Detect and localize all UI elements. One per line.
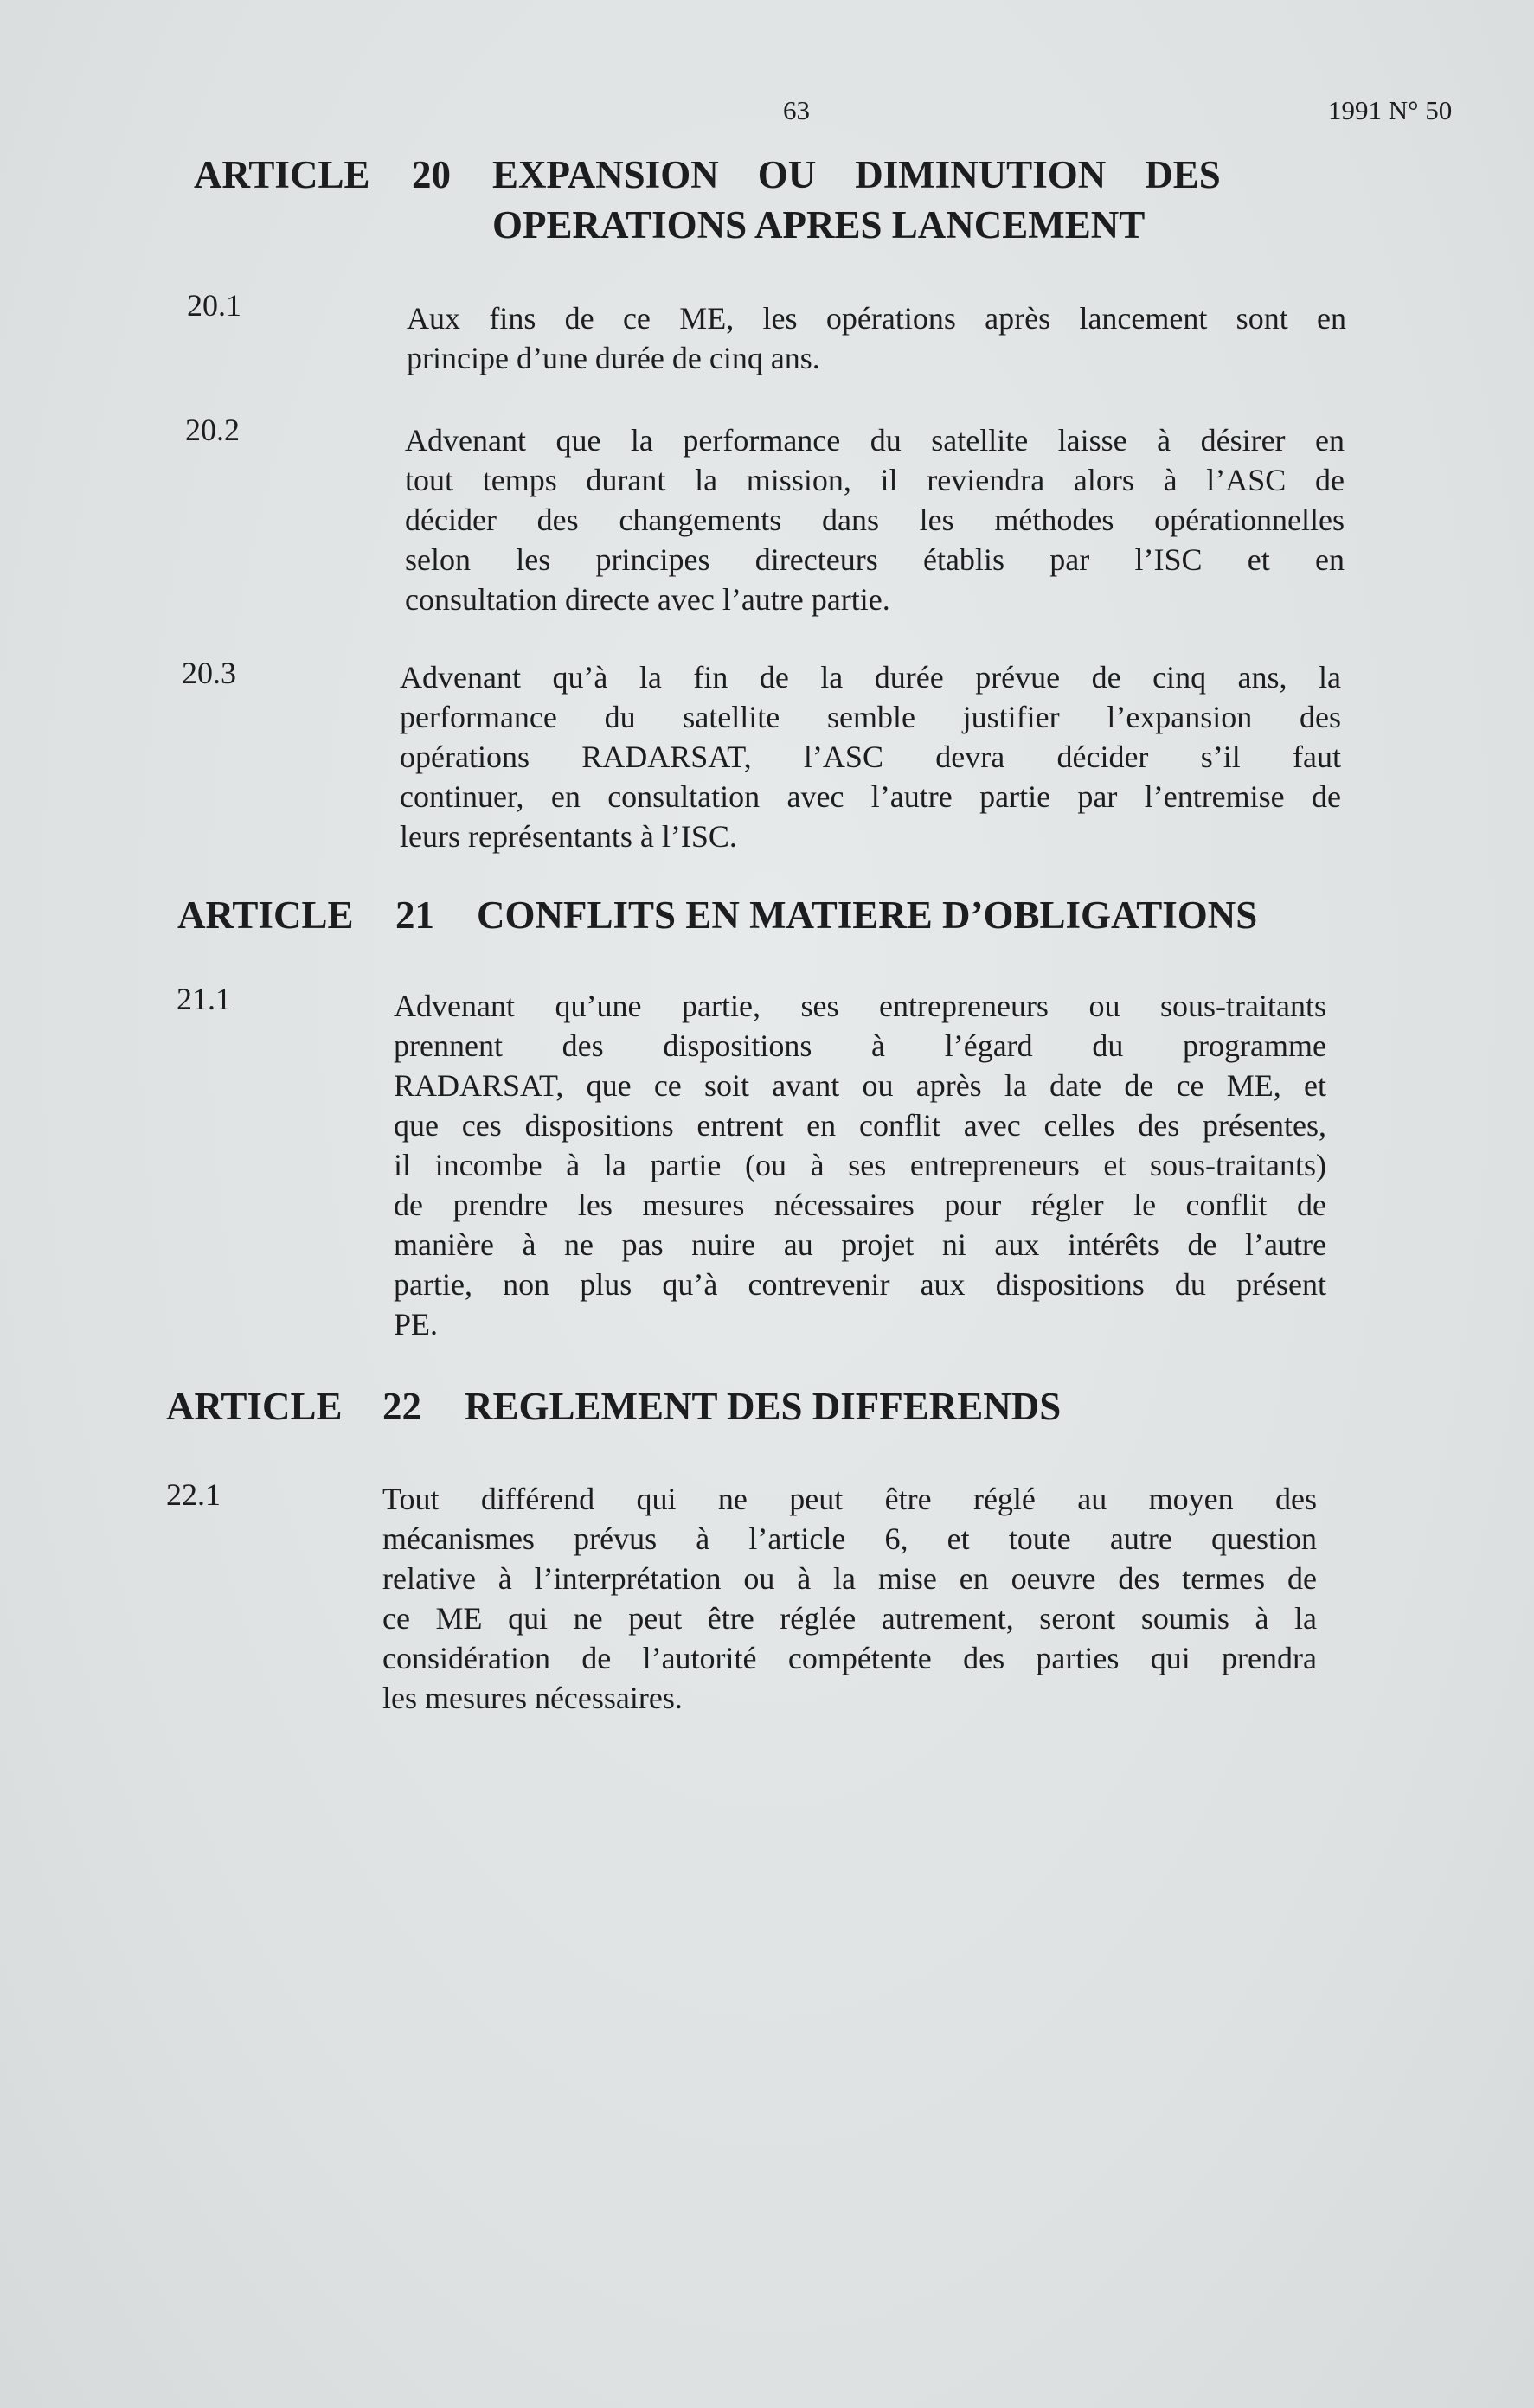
page-number: 63 xyxy=(783,95,810,125)
text-line: RADARSAT, que ce soit avant ou après la date de ce ME, et xyxy=(394,1068,1326,1103)
text-line: selon les principes directeurs établis par l’ISC et en xyxy=(405,542,1345,577)
article-label: ARTICLE xyxy=(194,153,370,196)
clause-number-21-1: 21.1 xyxy=(177,982,231,1016)
clause-text-22-1 xyxy=(382,1479,1317,1718)
article-label: ARTICLE xyxy=(166,1385,343,1428)
text-line: mécanismes prévus à l’article 6, et toute autre question xyxy=(382,1521,1317,1556)
article-title: EXPANSION OU DIMINUTION DES xyxy=(492,153,1221,196)
text-line: PE. xyxy=(394,1307,439,1342)
text-line: relative à l’interprétation ou à la mise en oeuvre des termes de xyxy=(382,1561,1317,1596)
text-line: ce ME qui ne peut être réglée autrement, seront soumis à la xyxy=(382,1601,1317,1636)
article-label: ARTICLE xyxy=(177,893,354,937)
article-number: 20 xyxy=(412,153,451,196)
clause-text-20-2 xyxy=(405,420,1345,619)
clause-text-20-3 xyxy=(400,657,1341,856)
article-22-heading xyxy=(166,1384,1343,1436)
text-line: Tout différend qui ne peut être réglé au moyen des xyxy=(382,1482,1317,1516)
text-line: il incombe à la partie (ou à ses entrepreneurs et sous-traitants) xyxy=(394,1148,1326,1182)
text-line: partie, non plus qu’à contrevenir aux dispositions du présent xyxy=(394,1267,1326,1302)
issue-number: 1991 N° 50 xyxy=(1328,95,1453,125)
text-line: opérations RADARSAT, l’ASC devra décider s’il faut xyxy=(400,740,1341,774)
text-line: Advenant que la performance du satellite laisse à désirer en xyxy=(405,423,1345,458)
text-line: décider des changements dans les méthodes opérationnelles xyxy=(405,503,1345,537)
text-line: manière à ne pas nuire au projet ni aux intérêts de l’autre xyxy=(394,1227,1326,1262)
clause-number-20-3: 20.3 xyxy=(182,656,236,690)
article-title-continued: OPERATIONS APRES LANCEMENT xyxy=(492,203,1146,247)
article-number: 22 xyxy=(382,1385,421,1428)
clause-number-20-2: 20.2 xyxy=(185,413,240,447)
article-20-heading xyxy=(194,152,1353,247)
text-line: considération de l’autorité compétente des parties qui prendra xyxy=(382,1641,1317,1675)
text-line: Advenant qu’une partie, ses entrepreneurs ou sous-traitants xyxy=(394,989,1326,1023)
clause-text-21-1 xyxy=(394,986,1326,1344)
article-title: REGLEMENT DES DIFFERENDS xyxy=(465,1385,1062,1428)
clause-number-22-1: 22.1 xyxy=(166,1477,221,1512)
text-line: leurs représentants à l’ISC. xyxy=(400,819,737,854)
text-line: performance du satellite semble justifier l’expansion des xyxy=(400,700,1341,734)
article-21-heading xyxy=(177,893,1354,945)
article-title: CONFLITS EN MATIERE D’OBLIGATIONS xyxy=(477,893,1258,937)
text-line: de prendre les mesures nécessaires pour régler le conflit de xyxy=(394,1188,1326,1222)
text-line: principe d’une durée de cinq ans. xyxy=(407,341,820,375)
text-line: continuer, en consultation avec l’autre partie par l’entremise de xyxy=(400,779,1341,814)
clause-text-20-1 xyxy=(407,298,1346,378)
text-line: Aux fins de ce ME, les opérations après lancement sont en xyxy=(407,301,1346,336)
text-line: prennent des dispositions à l’égard du programme xyxy=(394,1028,1326,1063)
text-line: Advenant qu’à la fin de la durée prévue de cinq ans, la xyxy=(400,660,1341,695)
text-line: consultation directe avec l’autre partie. xyxy=(405,582,890,617)
article-number: 21 xyxy=(395,893,434,937)
text-line: tout temps durant la mission, il reviendra alors à l’ASC de xyxy=(405,463,1345,497)
text-line: que ces dispositions entrent en conflit avec celles des présentes, xyxy=(394,1108,1326,1143)
clause-number-20-1: 20.1 xyxy=(187,288,241,323)
text-line: les mesures nécessaires. xyxy=(382,1681,683,1715)
